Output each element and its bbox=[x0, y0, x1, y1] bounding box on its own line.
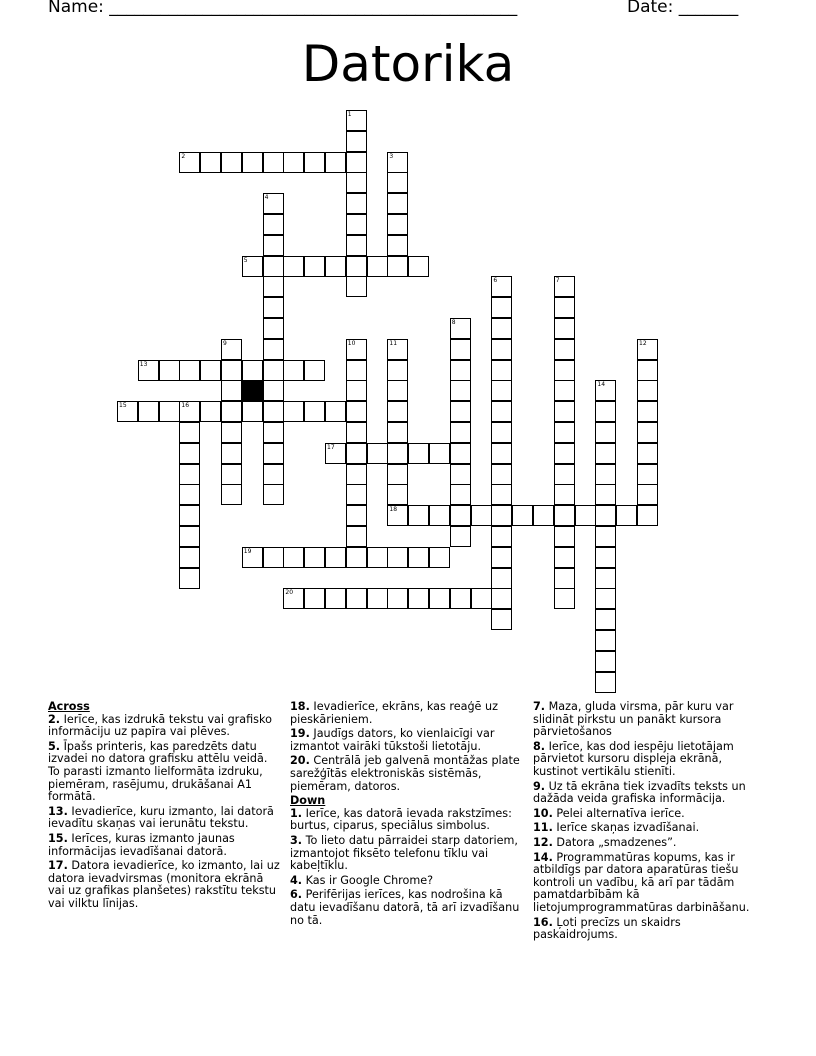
clue-down-10: 10. Pelei alternatīva ierīce. bbox=[533, 806, 685, 820]
crossword-cell[interactable] bbox=[554, 568, 575, 589]
crossword-cell[interactable] bbox=[325, 256, 346, 277]
clue-number: 15 bbox=[119, 402, 127, 410]
crossword-cell[interactable] bbox=[283, 256, 304, 277]
crossword-cell[interactable] bbox=[491, 464, 512, 485]
crossword-cell[interactable] bbox=[637, 380, 658, 401]
crossword-cell[interactable] bbox=[387, 505, 408, 526]
clue-down-11: 11. Ierīce skaņas izvadīšanai. bbox=[533, 821, 700, 835]
crossword-cell[interactable] bbox=[471, 505, 492, 526]
crossword-cell[interactable] bbox=[179, 152, 200, 173]
crossword-cell[interactable] bbox=[595, 526, 616, 547]
crossword-cell[interactable] bbox=[179, 360, 200, 381]
crossword-cell[interactable] bbox=[325, 401, 346, 422]
name-field-label: Name: ________________________________________________ bbox=[48, 0, 518, 17]
crossword-cell[interactable] bbox=[346, 422, 367, 443]
crossword-cell[interactable] bbox=[179, 422, 200, 443]
clue-down-8: 8. Ierīce, kas dod iespēju lietotājam pārvietot kursoru displeja ekrānā, kustinot vertikālu stienīti. bbox=[533, 739, 734, 778]
clue-number: 18 bbox=[389, 506, 398, 514]
crossword-cell[interactable] bbox=[263, 214, 284, 235]
crossword-cell[interactable] bbox=[387, 193, 408, 214]
crossword-cell[interactable] bbox=[179, 443, 200, 464]
crossword-cell[interactable] bbox=[138, 360, 159, 381]
crossword-cell[interactable] bbox=[595, 505, 616, 526]
crossword-cell[interactable] bbox=[554, 588, 575, 609]
crossword-cell[interactable] bbox=[263, 318, 284, 339]
crossword-cell[interactable] bbox=[595, 568, 616, 589]
crossword-cell[interactable] bbox=[263, 484, 284, 505]
crossword-cell[interactable] bbox=[554, 297, 575, 318]
crossword-cell[interactable] bbox=[263, 464, 284, 485]
clue-down-4: 4. Kas ir Google Chrome? bbox=[290, 873, 434, 887]
crossword-cell[interactable] bbox=[242, 152, 263, 173]
crossword-cell[interactable] bbox=[450, 443, 471, 464]
crossword-cell[interactable] bbox=[595, 672, 616, 693]
crossword-cell[interactable] bbox=[367, 547, 388, 568]
crossword-cell[interactable] bbox=[387, 464, 408, 485]
crossword-cell[interactable] bbox=[179, 401, 200, 422]
clue-down-1: 1. Ierīce, kas datorā ievada rakstzīmes: burtus, ciparus, speciālus simbolus. bbox=[290, 806, 512, 833]
crossword-cell[interactable] bbox=[429, 443, 450, 464]
across-heading: Across bbox=[48, 700, 90, 713]
crossword-cell[interactable] bbox=[387, 360, 408, 381]
date-field-label: Date: _______ bbox=[627, 0, 739, 17]
crossword-cell[interactable] bbox=[450, 422, 471, 443]
clue-across-18: 18. Ievadierīce, ekrāns, kas reaģē uz pieskārieniem. bbox=[290, 700, 498, 726]
crossword-cell[interactable] bbox=[554, 464, 575, 485]
crossword-cell[interactable] bbox=[450, 318, 471, 339]
crossword-cell[interactable] bbox=[346, 276, 367, 297]
crossword-cell[interactable] bbox=[637, 505, 658, 526]
crossword-cell[interactable] bbox=[200, 401, 221, 422]
clue-number: 10 bbox=[347, 339, 356, 347]
clues-column-3 bbox=[533, 701, 769, 944]
down-heading: Down bbox=[290, 794, 326, 808]
clue-across-20: 20. Centrālā jeb galvenā montāžas plate sarežģītās elektroniskās sistēmās, piemēram, datoros. bbox=[290, 754, 520, 793]
crossword-cell[interactable] bbox=[221, 401, 242, 422]
crossword-cell[interactable] bbox=[221, 360, 242, 381]
crossword-cell[interactable] bbox=[554, 547, 575, 568]
crossword-cell[interactable] bbox=[242, 256, 263, 277]
crossword-cell[interactable] bbox=[491, 505, 512, 526]
crossword-cell[interactable] bbox=[283, 360, 304, 381]
crossword-cell[interactable] bbox=[346, 214, 367, 235]
crossword-cell[interactable] bbox=[263, 443, 284, 464]
crossword-cell[interactable] bbox=[387, 401, 408, 422]
crossword-cell[interactable] bbox=[263, 297, 284, 318]
crossword-cell[interactable] bbox=[221, 339, 242, 360]
clue-down-16: 16. Ļoti precīzs un skaidrs paskaidrojums. bbox=[533, 915, 681, 942]
crossword-cell[interactable] bbox=[263, 360, 284, 381]
clue-number: 19 bbox=[243, 547, 252, 555]
crossword-cell[interactable] bbox=[346, 505, 367, 526]
crossword-cell[interactable] bbox=[491, 318, 512, 339]
crossword-cell[interactable] bbox=[221, 464, 242, 485]
clue-number: 20 bbox=[285, 589, 294, 597]
crossword-cell[interactable] bbox=[138, 401, 159, 422]
crossword-cell[interactable] bbox=[263, 401, 284, 422]
crossword-cell[interactable] bbox=[637, 464, 658, 485]
crossword-cell[interactable] bbox=[575, 505, 596, 526]
crossword-cell[interactable] bbox=[595, 651, 616, 672]
crossword-cell[interactable] bbox=[450, 339, 471, 360]
crossword-cell[interactable] bbox=[533, 505, 554, 526]
crossword-cell[interactable] bbox=[387, 547, 408, 568]
crossword-cell[interactable] bbox=[159, 401, 180, 422]
crossword-cell[interactable] bbox=[179, 568, 200, 589]
crossword-cell[interactable] bbox=[242, 401, 263, 422]
crossword-cell[interactable] bbox=[387, 380, 408, 401]
crossword-cell[interactable] bbox=[346, 588, 367, 609]
crossword-cell[interactable] bbox=[263, 339, 284, 360]
crossword-cell[interactable] bbox=[263, 380, 284, 401]
crossword-cell[interactable] bbox=[554, 505, 575, 526]
crossword-cell[interactable] bbox=[408, 505, 429, 526]
crossword-cell[interactable] bbox=[304, 547, 325, 568]
crossword-cell[interactable] bbox=[554, 422, 575, 443]
crossword-cell[interactable] bbox=[491, 609, 512, 630]
clue-number: 2 bbox=[181, 152, 186, 160]
crossword-cell[interactable] bbox=[408, 547, 429, 568]
clue-down-3: 3. To lieto datu pārraidei starp datoriem, izmantojot fiksēto telefonu tīklu vai kabeļtīklu. bbox=[290, 833, 518, 873]
crossword-cell[interactable] bbox=[554, 443, 575, 464]
crossword-cell[interactable] bbox=[387, 256, 408, 277]
crossword-cell[interactable] bbox=[450, 401, 471, 422]
crossword-cell[interactable] bbox=[408, 443, 429, 464]
crossword-cell[interactable] bbox=[117, 401, 138, 422]
crossword-cell[interactable] bbox=[221, 443, 242, 464]
crossword-cell[interactable] bbox=[304, 360, 325, 381]
crossword-cell[interactable] bbox=[179, 484, 200, 505]
crossword-cell[interactable] bbox=[200, 360, 221, 381]
crossword-cell[interactable] bbox=[346, 152, 367, 173]
crossword-cell[interactable] bbox=[491, 276, 512, 297]
crossword-cell[interactable] bbox=[346, 526, 367, 547]
crossword-cell[interactable] bbox=[346, 380, 367, 401]
crossword-cell[interactable] bbox=[595, 401, 616, 422]
clue-number: 8 bbox=[451, 319, 456, 326]
crossword-cell[interactable] bbox=[595, 630, 616, 651]
clue-number: 9 bbox=[223, 339, 227, 347]
clue-down-12: 12. Datora „smadzenes”. bbox=[533, 835, 677, 849]
crossword-cell[interactable] bbox=[554, 318, 575, 339]
crossword-cell[interactable] bbox=[637, 484, 658, 505]
clue-number: 14 bbox=[597, 381, 606, 389]
crossword-cell[interactable] bbox=[595, 464, 616, 485]
clue-number: 13 bbox=[139, 360, 148, 368]
crossword-cell[interactable] bbox=[595, 443, 616, 464]
clue-number: 17 bbox=[327, 443, 335, 451]
crossword-cell[interactable] bbox=[429, 505, 450, 526]
crossword-black-cell bbox=[242, 380, 263, 401]
crossword-cell[interactable] bbox=[221, 380, 242, 401]
crossword-cell[interactable] bbox=[304, 401, 325, 422]
crossword-cell[interactable] bbox=[637, 360, 658, 381]
crossword-cell[interactable] bbox=[491, 339, 512, 360]
crossword-cell[interactable] bbox=[637, 443, 658, 464]
clue-across-13: 13. Ievadierīce, kuru izmanto, lai datorā ievadītu skaņas vai ierunātu tekstu. bbox=[48, 804, 274, 831]
crossword-cell[interactable] bbox=[263, 422, 284, 443]
crossword-cell[interactable] bbox=[304, 152, 325, 173]
crossword-cell[interactable] bbox=[450, 526, 471, 547]
crossword-cell[interactable] bbox=[429, 547, 450, 568]
crossword-cell[interactable] bbox=[595, 588, 616, 609]
crossword-cell[interactable] bbox=[242, 547, 263, 568]
crossword-cell[interactable] bbox=[346, 172, 367, 193]
crossword-cell[interactable] bbox=[346, 360, 367, 381]
crossword-cell[interactable] bbox=[221, 422, 242, 443]
crossword-cell[interactable] bbox=[346, 339, 367, 360]
crossword-cell[interactable] bbox=[283, 401, 304, 422]
crossword-cell[interactable] bbox=[491, 547, 512, 568]
crossword-cell[interactable] bbox=[263, 152, 284, 173]
crossword-cell[interactable] bbox=[367, 443, 388, 464]
clues-column-2 bbox=[290, 701, 526, 929]
crossword-cell[interactable] bbox=[179, 464, 200, 485]
clue-across-17: 17. Datora ievadierīce, ko izmanto, lai uz datora ievadvirsmas (monitora ekrānā vai uz grafikas planšetes) rakstītu tekstu vai vilktu līnijas. bbox=[48, 859, 280, 910]
crossword-cell[interactable] bbox=[325, 588, 346, 609]
crossword-cell[interactable] bbox=[263, 547, 284, 568]
crossword-cell[interactable] bbox=[387, 443, 408, 464]
crossword-cell[interactable] bbox=[429, 588, 450, 609]
crossword-cell[interactable] bbox=[450, 505, 471, 526]
crossword-cell[interactable] bbox=[450, 464, 471, 485]
crossword-cell[interactable] bbox=[387, 214, 408, 235]
crossword-cell[interactable] bbox=[367, 256, 388, 277]
crossword-cell[interactable] bbox=[283, 547, 304, 568]
crossword-cell[interactable] bbox=[491, 401, 512, 422]
crossword-cell[interactable] bbox=[179, 547, 200, 568]
crossword-cell[interactable] bbox=[367, 588, 388, 609]
crossword-cell[interactable] bbox=[554, 360, 575, 381]
crossword-cell[interactable] bbox=[263, 256, 284, 277]
crossword-cell[interactable] bbox=[595, 609, 616, 630]
crossword-cell[interactable] bbox=[554, 526, 575, 547]
crossword-cell[interactable] bbox=[179, 505, 200, 526]
crossword-cell[interactable] bbox=[595, 484, 616, 505]
crossword-cell[interactable] bbox=[221, 152, 242, 173]
clue-down-6: 6. Perifērijas ierīces, kas nodrošina kā datu ievadīšanu datorā, tā arī izvadīšanu no tā. bbox=[290, 888, 520, 927]
crossword-cell[interactable] bbox=[491, 588, 512, 609]
clue-down-9: 9. Uz tā ekrāna tiek izvadīts teksts un dažāda veida grafiska informācija. bbox=[533, 779, 746, 806]
crossword-cell[interactable] bbox=[491, 526, 512, 547]
crossword-cell[interactable] bbox=[491, 422, 512, 443]
crossword-cell[interactable] bbox=[346, 235, 367, 256]
crossword-cell[interactable] bbox=[512, 505, 533, 526]
crossword-cell[interactable] bbox=[554, 276, 575, 297]
crossword-cell[interactable] bbox=[491, 443, 512, 464]
clue-number: 7 bbox=[555, 277, 560, 285]
clue-number: 5 bbox=[243, 256, 248, 264]
crossword-cell[interactable] bbox=[346, 464, 367, 485]
crossword-cell[interactable] bbox=[283, 588, 304, 609]
clue-down-14: 14. Programmatūras kopums, kas ir atbildīgs par datora aparatūras tiešu kontroli un vadību, kā arī par tādām pamatdarbībām kā lietojumprogrammatūras darbināšanu. bbox=[533, 850, 750, 914]
crossword-cell[interactable] bbox=[450, 360, 471, 381]
crossword-cell[interactable] bbox=[346, 256, 367, 277]
clue-across-19: 19. Jaudīgs dators, ko vienlaicīgi var izmantot vairāki tūkstoši lietotāju. bbox=[290, 727, 495, 753]
clues-column-1 bbox=[48, 701, 280, 913]
crossword-cell[interactable] bbox=[450, 484, 471, 505]
crossword-cell[interactable] bbox=[595, 380, 616, 401]
crossword-cell[interactable] bbox=[387, 235, 408, 256]
crossword-cell[interactable] bbox=[554, 339, 575, 360]
crossword-cell[interactable] bbox=[346, 110, 367, 131]
crossword-cell[interactable] bbox=[491, 484, 512, 505]
crossword-cell[interactable] bbox=[491, 568, 512, 589]
crossword-cell[interactable] bbox=[554, 380, 575, 401]
crossword-cell[interactable] bbox=[242, 360, 263, 381]
clue-number: 16 bbox=[181, 402, 190, 410]
crossword-cell[interactable] bbox=[304, 256, 325, 277]
clue-number: 4 bbox=[264, 194, 269, 202]
crossword-cell[interactable] bbox=[346, 401, 367, 422]
crossword-cell[interactable] bbox=[450, 588, 471, 609]
crossword-cell[interactable] bbox=[637, 422, 658, 443]
crossword-cell[interactable] bbox=[346, 443, 367, 464]
crossword-cell[interactable] bbox=[491, 297, 512, 318]
clue-across-2: 2. Ierīce, kas izdrukā tekstu vai grafisko informāciju uz papīra vai plēves. bbox=[48, 712, 272, 739]
crossword-cell[interactable] bbox=[346, 484, 367, 505]
crossword-cell[interactable] bbox=[595, 547, 616, 568]
crossword-cell[interactable] bbox=[325, 443, 346, 464]
crossword-cell[interactable] bbox=[159, 360, 180, 381]
crossword-cell[interactable] bbox=[637, 339, 658, 360]
clue-number: 11 bbox=[389, 339, 398, 347]
crossword-cell[interactable] bbox=[387, 484, 408, 505]
crossword-cell[interactable] bbox=[408, 588, 429, 609]
crossword-cell[interactable] bbox=[408, 256, 429, 277]
crossword-cell[interactable] bbox=[304, 588, 325, 609]
crossword-cell[interactable] bbox=[387, 588, 408, 609]
crossword-cell[interactable] bbox=[263, 276, 284, 297]
crossword-cell[interactable] bbox=[325, 547, 346, 568]
crossword-cell[interactable] bbox=[387, 172, 408, 193]
clue-down-7: 7. Maza, gluda virsma, pār kuru var slidināt pirkstu un panākt kursora pārvietošanos bbox=[533, 700, 734, 739]
clue-number: 6 bbox=[493, 277, 498, 285]
clue-across-15: 15. Ierīces, kuras izmanto jaunas informācijas ievadīšanai datorā. bbox=[48, 831, 235, 858]
crossword-cell[interactable] bbox=[450, 380, 471, 401]
crossword-cell[interactable] bbox=[263, 235, 284, 256]
crossword-cell[interactable] bbox=[637, 401, 658, 422]
crossword-cell[interactable] bbox=[595, 422, 616, 443]
crossword-cell[interactable] bbox=[263, 193, 284, 214]
crossword-cell[interactable] bbox=[283, 152, 304, 173]
clue-across-5: 5. Īpašs printeris, kas paredzēts datu izvadei no datora grafisku attēlu veidā. To parasti izmanto lielformāta izdruku, piemēram, rasējumu, drukāšanai A1 formātā. bbox=[48, 739, 268, 804]
crossword-cell[interactable] bbox=[554, 484, 575, 505]
clue-number: 1 bbox=[347, 111, 352, 118]
clue-number: 3 bbox=[389, 152, 394, 160]
crossword-cell[interactable] bbox=[387, 339, 408, 360]
page-title: Datorika bbox=[301, 35, 515, 93]
crossword-cell[interactable] bbox=[491, 360, 512, 381]
crossword-cell[interactable] bbox=[616, 505, 637, 526]
crossword-cell[interactable] bbox=[346, 131, 367, 152]
crossword-cell[interactable] bbox=[346, 547, 367, 568]
clue-number: 12 bbox=[639, 339, 647, 347]
crossword-cell[interactable] bbox=[346, 193, 367, 214]
crossword-cell[interactable] bbox=[200, 152, 221, 173]
crossword-cell[interactable] bbox=[387, 422, 408, 443]
crossword-cell[interactable] bbox=[491, 380, 512, 401]
crossword-cell[interactable] bbox=[554, 401, 575, 422]
crossword-cell[interactable] bbox=[221, 484, 242, 505]
crossword-cell[interactable] bbox=[471, 588, 492, 609]
crossword-cell[interactable] bbox=[325, 152, 346, 173]
crossword-cell[interactable] bbox=[179, 526, 200, 547]
crossword-cell[interactable] bbox=[387, 152, 408, 173]
